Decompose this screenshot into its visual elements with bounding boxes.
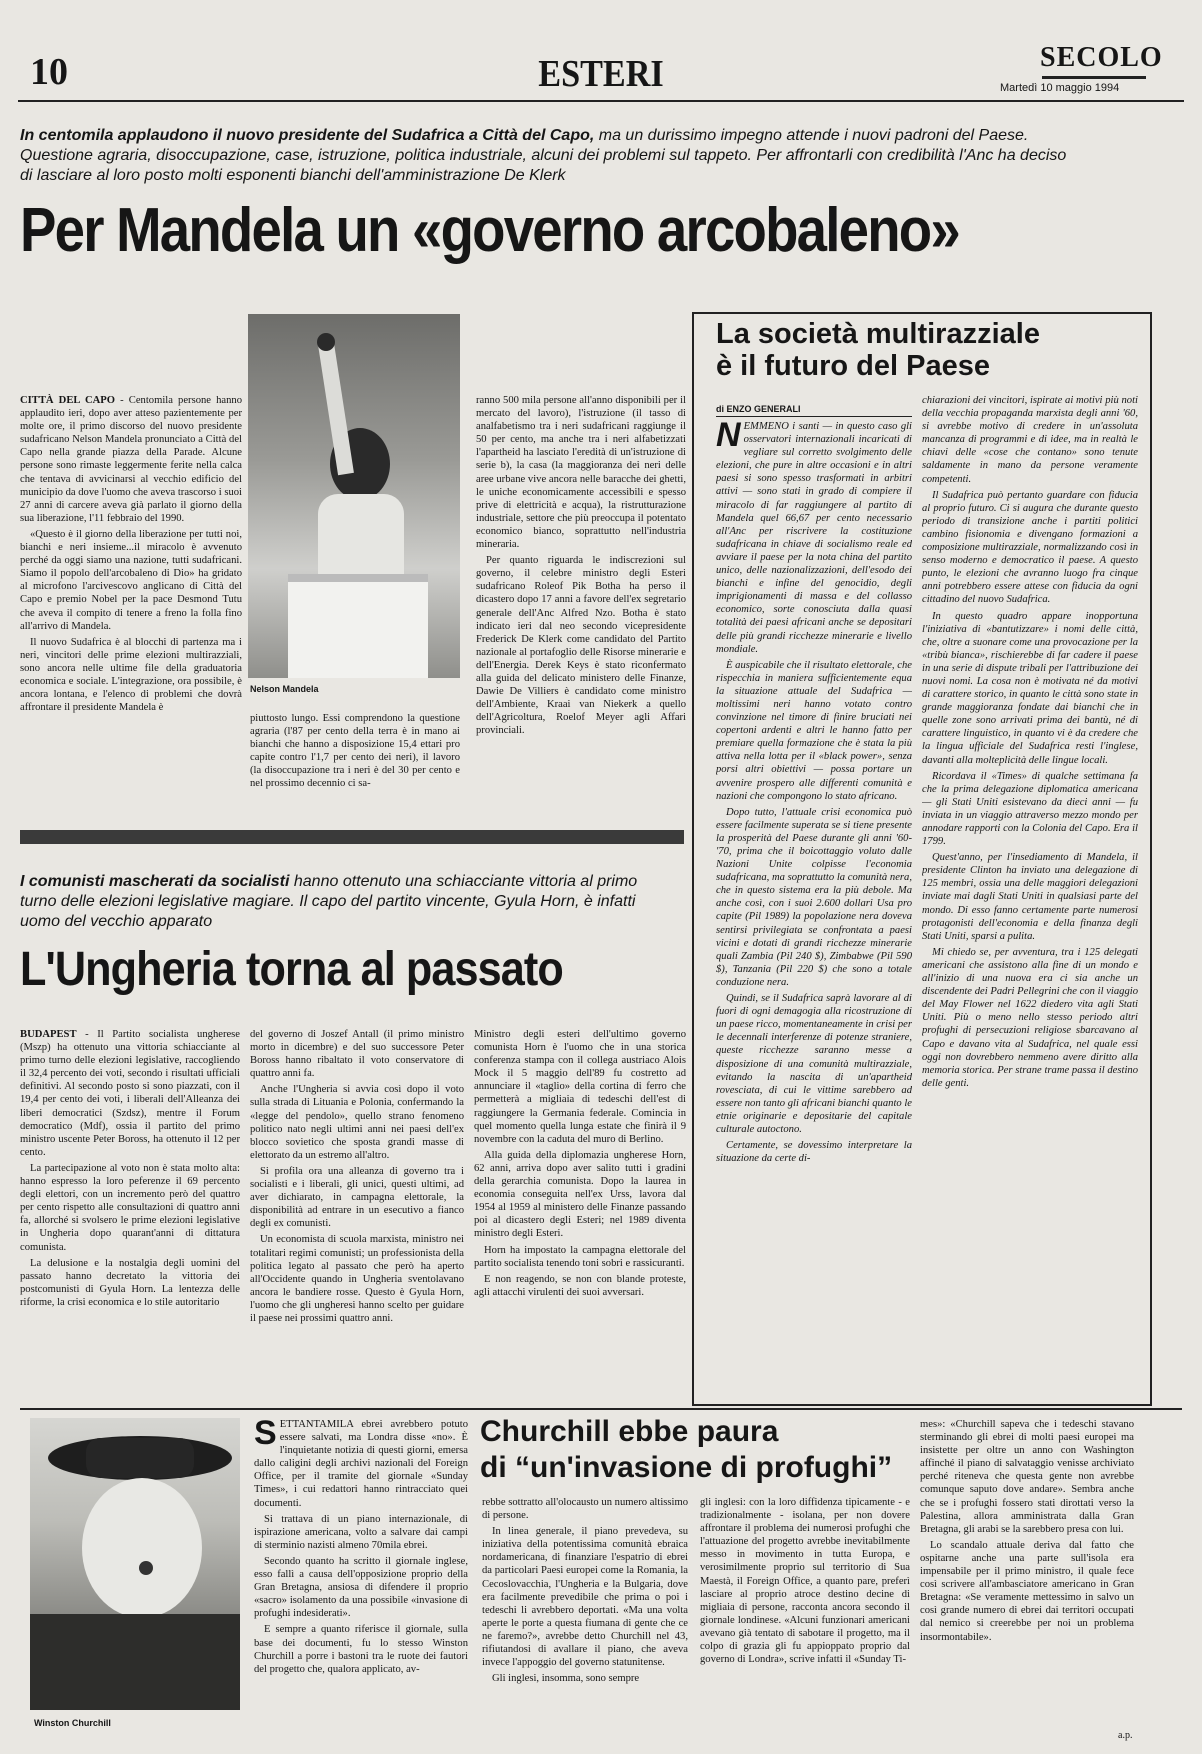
mandela-col3 (476, 394, 686, 814)
multirazziale-headline (716, 318, 1040, 382)
churchill-col1-p3: Secondo quanto ha scritto il giornale inglese, esso fallì a causa dell'opposizione proprio della Gran Bretagna, ansiosa di difendere il proprio «sacro» isolamento da una possibile «invasione di profughi indesiderati». (254, 1555, 468, 1620)
mandela-photo (248, 314, 460, 678)
ungheria-col3-p1: Ministro degli esteri dell'ultimo governo comunista Horn è l'uomo che in una storica conferenza stampa con il collega austriaco Alois Mock il 5 maggio dell'89 fu costretto ad annunciare il «taglio» della cortina di ferro che permetterà a migliaia di tedeschi dell'est di raggiungere la Germania federale. Comincia in quel momento quella lunga estate che finirà il 9 novembre con la caduta del muro di Berlino. (474, 1029, 686, 1145)
churchill-lead: ETTANTAMILA (279, 1419, 354, 1430)
ungheria-headline: L'Ungheria torna al passato (20, 943, 563, 996)
ungheria-col2-p4: Un economista di scuola marxista, ministro nei totalitari regimi comunisti; un professionista della politica legato al passato che però ha aperto all'Occidente quando in Ungheria sventolavano ancora le bandiere rosse. Questo è Gyula Horn, l'uomo che gli ungheresi hanno scelto per guidare il paese nei prossimi quattro anni. (250, 1234, 464, 1324)
mandela-col2 (250, 712, 460, 814)
mandela-col1 (20, 394, 242, 814)
multirazziale-col2 (922, 394, 1138, 1396)
ungheria-col3-p4: E non reagendo, se non con blande proteste, agli attacchi virulenti dei suoi avversari. (474, 1273, 686, 1298)
section-title: ESTERI (538, 53, 664, 95)
mandela-col3-p2: Per quanto riguarda le indiscrezioni sul governo, il celebre ministro degli Esteri sudafricano Roleof Pik Botha ha perso il dicastero dopo 17 anni a favore dell'ex segretario generale dell'Anc Alfred Nzo. Botha è stato indicato ieri dal neo secondo vicepresidente Frederick De Klerk come candidato del Partito nazionale al portafoglio delle Risorse minerarie e dell'Energia. Derek Keys è stato riconfermato alla guida del delicato ministero delle Finanze, Dawie De Villiers è candidato come ministro dell'Ambiente, Kraai van Niekerk a quello dell'Agricoltura, Roelof Meyer agli Affari provinciali. (476, 555, 686, 737)
page-date: Martedì 10 maggio 1994 (1000, 82, 1120, 94)
mandela-kicker (20, 126, 1070, 186)
multirazziale-col2-p5: Quest'anno, per l'insediamento di Mandela, il presidente Clinton ha inviato una delegazione di 125 membri, ossia una delle maggiori delegazioni inviate mai dagli Stati Uniti in qualsiasi parte del mondo. Di esso fanno certamente parte numerosi protagonisti dell'economia e della finanza degli Stati Uniti, sparsi a pulita. (922, 852, 1138, 942)
churchill-headline (480, 1414, 892, 1486)
ungheria-col1-p1: - Il Partito socialista ungherese (Mszp) ha ottenuto una vittoria schiacciante al primo turno delle elezioni legislative, raccogliendo il 32,4 percento dei voti, secondo i risultati ufficiali definitivi. Al secondo posto si sono piazzati, con il 19,4 per cento dei voti, i liberali dell'Alleanza dei liberi democratici (Szdsz), mentre il Forum democratico (Mdf), ossia il partito del primo ministro uscente Peter Boross, ha ottenuto il 12 per cento. (20, 1029, 240, 1158)
multirazziale-col2-p2: Il Sudafrica può pertanto guardare con fiducia al proprio futuro. Ci si augura che durante questo periodo di transizione anche i partiti politici cambino fisionomia e divengano formazioni a composizione multirazziale, normalizzando così in senso moderno e democratico il paese. A questo punto, le elezioni che avranno luogo fra cinque anni potrebbero essere attese con fiducia da ogni cittadino del nuovo Sudafrica. (922, 489, 1138, 606)
ungheria-col3 (474, 1028, 686, 1400)
multirazziale-dropcap: N (716, 420, 741, 454)
ungheria-place: BUDAPEST (20, 1029, 77, 1040)
ungheria-kicker-rest: hanno ottenuto una schiacciante vittoria al primo turno delle elezioni legislative magiare. Il capo del partito vincente, Gyula Horn, è infatti uomo del vecchio apparato (20, 873, 638, 930)
ungheria-col2-p3: Si profila ora una alleanza di governo tra i socialisti e i liberali, gli unici, questi ultimi, ad aver dichiarato, in campagna elettorale, la disponibilità ad entrare in un esecutivo a fianco degli ex comunisti. (250, 1165, 464, 1230)
multirazziale-byline: di ENZO GENERALI (716, 404, 801, 414)
mandela-col3-p1: ranno 500 mila persone all'anno disponibili per il mercato del lavoro), l'istruzione (il tasso di analfabetismo tra i neri sudafricani raggiunge il 50 per cento, ma anche tra i neri alfabetizzati l'apartheid ha lasciato l'eredità di un'istruzione di serie b), la casa (la maggioranza dei neri delle aree urbane vive ancora nelle baracche dei ghetti, le uniche economicamente accessibili e spesso prive di elettricità e acqua), la ristrutturazione industriale, settore che più preoccupa il potentato economico bianco, soprattutto nell'industria mineraria. (476, 395, 686, 551)
multirazziale-col2-p4: Ricordava il «Times» di qualche settimana fa che la prima delegazione diplomatica americana — gli Stati Uniti esistevano da dieci anni — fu inviata in un viaggio attraverso mezzo mondo per annodare rapporti con la Colonia del Capo. Era il 1799. (922, 770, 1138, 848)
ungheria-col1-p2: La partecipazione al voto non è stata molto alta: hanno espresso la loro peferenze il 69 percento degli elettori, con un incremento però del quattro per cento rispetto alle consultazioni di quattro anni fa, allorché si svolsero le prime elezioni legislative in Ungheria dopo quarant'anni di dittatura comunista. (20, 1162, 240, 1253)
ungheria-top-rule (20, 830, 684, 844)
churchill-col4 (920, 1418, 1134, 1726)
mandela-col1-p1: - Centomila persone hanno applaudito ieri, dopo aver atteso pazientemente per molte ore, il primo discorso del nuovo presidente sudafricano Nelson Mandela pronunciato a Città del Capo nella grande piazza della Parade. Alcune persone sono rimaste leggermente ferite nella calca che tentava di avvicinarsi al vecchio edificio del municipio da dove l'uomo che aveva trascorso i suoi 27 anni di carcere aveva già parlato il giorno della sua liberazione, l'11 febbraio del 1990. (20, 395, 242, 524)
ungheria-kicker-bold: I comunisti mascherati da socialisti (20, 873, 290, 890)
header-rule (18, 100, 1184, 102)
multirazziale-col1-p4: Quindi, se il Sudafrica saprà lavorare al di fuori di ogni demagogia alla ricostruzione di un paese ricco, momentaneamente in crisi per le decennali interferenze di potenze straniere, queste ricchezze saranno messe a disposizione di una comunità multirazziale, evitando la nascita di un'apartheid rovesciata, di cui le vittime sarebbero ad essere non tanto gli africani bianchi quanto le etnie originarie e depositarie del capitale culturale autoctono. (716, 993, 912, 1135)
churchill-photo (30, 1418, 240, 1710)
churchill-col4-p2: Lo scandalo attuale deriva dal fatto che ospitarne anche una parte sull'isola era impensabile per il primo ministro, il quale fece così scrivere all'ambasciatore americano in Gran Bretagna: «Se veramente mettessimo in salvo un così grande numero di ebrei dai territori occupati dal nemico si creerebbe per noi un problema insormontabile». (920, 1539, 1134, 1643)
churchill-col1 (254, 1418, 468, 1742)
ungheria-col2-p2: Anche l'Ungheria si avvia così dopo il voto sulla strada di Lituania e Polonia, confermando la «legge del pendolo», quello strano fenomeno politico nato negli ultimi anni nei paesi dell'ex blocco sovietico che sposta grandi masse di elettorato da un estremo all'altro. (250, 1084, 464, 1161)
multirazziale-col2-p3: In questo quadro appare inopportuna l'iniziativa di «bantutizzare» i nomi delle città, che, oltre a suonare come una provocazione per la «tribù bianca», rischierebbe di far cadere il paese in una serie di dispute tribali per l'attribuzione dei nuovi nomi. La cosa non è motivata né da motivi di carattere storico, in quanto le città sono state in grande maggioranza fondate dai bianchi che in quelle zone sono arrivati prima dei bantù, né di carattere linguistico, in quanto vi è da credere che la lingua ufficiale del Sudafrica resti l'inglese, davanti alla molteplicità delle lingue locali. (922, 610, 1138, 766)
mandela-figure-icon (248, 314, 460, 678)
multirazziale-col1-p2: È auspicabile che il risultato elettorale, che rispecchia in maniera sufficientemente equa la situazione attuale del Sudafrica — moltissimi neri hanno votato contro convinzione nel timore di finire bruciati nei copertoni ardenti e altri le hanno fatto per premiare quella formazione che è stata la più attiva nella lotta per il «black power», senza porsi altri obiettivi — possa portare un avvenire prospero alle differenti comunità e nazioni che compongono lo stato africano. (716, 659, 912, 802)
multirazziale-headline-line1: La società multirazziale (716, 318, 1040, 350)
churchill-col4-p1: mes»: «Churchill sapeva che i tedeschi stavano sterminando gli ebrei di molti paesi europei ma insistette per oltre un anno con Washington affinché il piano di salvataggio venisse archiviato perché riteneva che questa gente non avrebbe comunque saputo dove andare». Sembra anche che se i profughi fossero stati dirottati verso la Palestina, allora amministrata dalla Gran Bretagna, gli arabi se la sarebbero presa con lui. (920, 1419, 1134, 1535)
churchill-portrait-icon (30, 1418, 240, 1710)
multirazziale-lead: EMMENO i santi (743, 421, 820, 432)
churchill-top-rule (20, 1408, 1182, 1410)
multirazziale-headline-line2: è il futuro del Paese (716, 350, 990, 382)
churchill-col3-p1: gli inglesi: con la loro diffidenza tipicamente - e tradizionalmente - isolana, per non dovere affrontare il problema dei numerosi profughi che l'attuazione del progetto avrebbe inevitabilmente messo in movimento in tutta Europa, e verosimilmente proprio sul territorio di Sua Maestà, il Foreign Office, a quanto pare, preferì lasciare al proprio atroce destino decine di migliaia di persone, racconta ancora secondo il giornale londinese. «Alcuni funzionari americani avevano già tentato di sabotare il progetto, ma il colpo di grazia gli fu appioppato proprio dal governo di Londra», scrive infatti il «Sunday Ti- (700, 1497, 910, 1666)
multirazziale-col1-p1: — in questo caso gli osservatori internazionali incaricati di vegliare sul corretto svolgimento delle elezioni, che pure in altre occasioni e in altri paesi si sono spesso trasformati in arbitri attivi — sono stati in grado di compiere il miracolo di far raggiungere al partito di Mandela quel 66,67 per cento necessario all'Anc per riscrivere la costituzione sudafricana in chiave di socialismo reale ed avviare il paese per la nota china del partito unico, delle nazionalizzazioni, dell'esodo dei bianchi e infine del genocidio, degli imprigionamenti di massa e del collasso economico, sorte conosciuta dalla quasi totalità dei paesi africani anche se depositari delle più grandi ricchezze minerarie e livello mondiale. (716, 421, 912, 655)
multirazziale-col1-p3: Dopo tutto, l'attuale crisi economica può essere facilmente superata se si tiene presente la prosperità del Paese durante gli anni '60-'70, prima che il boicottaggio voluto dalle Nazioni Unite colpisse l'economia sudafricana, ma soprattutto la comunità nera, che in questo sistema era la più debole. Ma anche così, con i suoi 2.600 dollari Usa pro capite (Pil 1989) la popolazione nera doveva sentirsi privilegiata se confrontata a paesi vicini e dotati di grandi ricchezze minerarie quali Zambia (Pil 240 $), Zimbabwe (Pil 590 $), Tanzania (Pil 220 $) che sono a totale conduzione nera. (716, 806, 912, 988)
churchill-photo-caption: Winston Churchill (34, 1718, 111, 1728)
churchill-col3 (700, 1496, 910, 1742)
churchill-col1-p2: Si trattava di un piano internazionale, di ispirazione americana, volto a salvare dai campi di sterminio nazisti almeno 70mila ebrei. (254, 1513, 468, 1551)
mandela-kicker-bold: In centomila applaudono il nuovo presidente del Sudafrica a Città del Capo, (20, 127, 595, 144)
mandela-col1-p2: «Questo è il giorno della liberazione per tutti noi, bianchi e neri insieme...il miracolo è avvenuto perché da oggi siamo una nazione, tutti sudafricani. Siamo il popolo dell'arcobaleno di Dio» ha gridato al microfono l'arcivescovo anglicano di Città del Capo e premio Nobel per la pace Desmond Tutu che aveva il compito di tenere a freno la folla fino all'arrivo di Mandela. (20, 528, 242, 632)
churchill-col2-p3: Gli inglesi, insomma, sono sempre (492, 1673, 640, 1685)
mandela-photo-caption: Nelson Mandela (250, 684, 319, 694)
masthead-underline (1042, 76, 1146, 79)
ungheria-col1-p3: La delusione e la nostalgia degli uomini del passato hanno decretato la vittoria dei postcomunisti di Gyula Horn. La lentezza delle riforme, la crisi economica e lo stile autoritario (20, 1257, 240, 1308)
churchill-col2-p2: In linea generale, il piano prevedeva, su iniziativa della potentissima comunità ebraica nordamericana, di finanziare l'espatrio di ebrei da particolari Paesi europei come la Romania, la Cecoslovacchia, l'Ungheria e la Bulgaria, dove era facilmente prevedibile che prima o poi i tedeschi li avrebbero deportati. «Ma una volta aperte le porte a questa fiumana di gente che ce ne faremo?», avrebbe detto Churchill nel 43, rifiutandosi di avallare il piano, che aveva invece l'appoggio del governo statunitense. (482, 1526, 688, 1669)
churchill-headline-line1: Churchill ebbe paura (480, 1415, 779, 1448)
ungheria-col2-p1: del governo di Joszef Antall (il primo ministro morto in dicembre) e del suo successore Peter Boross hanno ribaltato il voto conservatore di quattro anni fa. (250, 1029, 464, 1080)
ungheria-col2 (250, 1028, 464, 1400)
mandela-col2-text: piuttosto lungo. Essi comprendono la questione agraria (l'87 per cento della terra è in mano ai bianchi che hanno a disposizione 15,4 ettari pro capite contro l'1,7 per cento dei neri), il lavoro (la disoccupazione tra i neri è del 30 per cento e nel prossimo decennio ci sa- (250, 713, 460, 790)
mandela-kicker-rest: ma un durissimo impegno attende i nuovi padroni del Paese. Questione agraria, disoccupazione, case, istruzione, politica industriale, alcuni dei problemi sul tappeto. Per affrontarli con credibilità l'Anc ha deciso di lasciare al loro posto molti esponenti bianchi dell'amministrazione De Klerk (20, 127, 1067, 184)
ungheria-col3-p2: Alla guida della diplomazia ungherese Horn, 62 anni, arriva dopo aver salito tutti i gradini della gerarchia comunista. Dopo la laurea in economia conseguita nell'ex Urss, lavora dal 1954 al 1959 al ministero delle Finanze passando poi al dicastero degli Esteri; nel 1989 diventa ministro degli Esteri. (474, 1149, 686, 1240)
multirazziale-col2-p6: Mi chiedo se, per avventura, tra i 125 delegati americani che assistono alla fine di un mondo e all'inizio di una nuova era ci sia anche un discendente dei Padri Pellegrini che con il viaggio del May Flower nel 1622 diedero vita agli Stati Uniti. Più o meno nello stesso periodo altri profughi di persecuzioni religiose sbarcavano al Capo e davano vita al Sudafrica, nel quale essi oggi non dovrebbero nemmeno avere diritto alla memoria storica. Per strane trame passa il destino delle genti. (922, 946, 1138, 1089)
mandela-headline: Per Mandela un «governo arcobaleno» (20, 196, 959, 265)
byline-rule (716, 416, 912, 417)
churchill-col1-p1: ebrei avrebbero potuto essere salvati, ma Londra disse «no». È l'inquietante notizia di questi giorni, emersa dallo caligini degli archivi nazionali del Foreign Office, per il tramite del giornale «Sunday Times», i cui redattori hanno rintracciato quei documenti. (254, 1419, 468, 1509)
mandela-col1-p3: Il nuovo Sudafrica è al blocchi di partenza ma i neri, vincitori delle prime elezioni multirazziali, sono ancora nelle ultime file della graduatoria economica e sociale. L'integrazione, ora possibile, è ancora lontana, e l'elenco di problemi che dovrà affrontare il presidente Mandela è (20, 636, 242, 714)
multirazziale-col2-p1: chiarazioni dei vincitori, ispirate ai motivi più noti della vecchia propaganda marxista degli anni '60, si avrebbe motivo di credere in un'assoluta mancanza di programmi e di idee, ma in realtà le chiavi delle «cose che contano» sono tenute saldamente in mano da persone veramente competenti. (922, 395, 1138, 485)
mandela-place: CITTÀ DEL CAPO (20, 395, 116, 406)
churchill-dropcap: S (254, 1418, 277, 1452)
churchill-col2 (482, 1496, 688, 1742)
page-number: 10 (30, 51, 68, 93)
churchill-headline-line2: di “un'invasione di profughi” (480, 1451, 893, 1484)
churchill-col2-p1: rebbe sottratto all'olocausto un numero altissimo di persone. (482, 1497, 688, 1522)
churchill-col1-p4: E sempre a quanto riferisce il giornale, sulla base dei documenti, fu lo stesso Winston Churchill a porre i bastoni tra le ruote dei fautori del progetto che, qualora applicato, av- (254, 1624, 468, 1675)
ungheria-col1 (20, 1028, 240, 1400)
churchill-signature: a.p. (1118, 1730, 1133, 1741)
ungheria-col3-p3: Horn ha impostato la campagna elettorale del partito socialista tenendo toni sobri e rassicuranti. (474, 1244, 686, 1269)
multirazziale-col1-p5: Certamente, se dovessimo interpretare la situazione da certe di- (716, 1140, 912, 1165)
multirazziale-col1 (716, 420, 912, 1396)
ungheria-kicker (20, 872, 660, 932)
masthead: SECOLO (1040, 42, 1163, 73)
